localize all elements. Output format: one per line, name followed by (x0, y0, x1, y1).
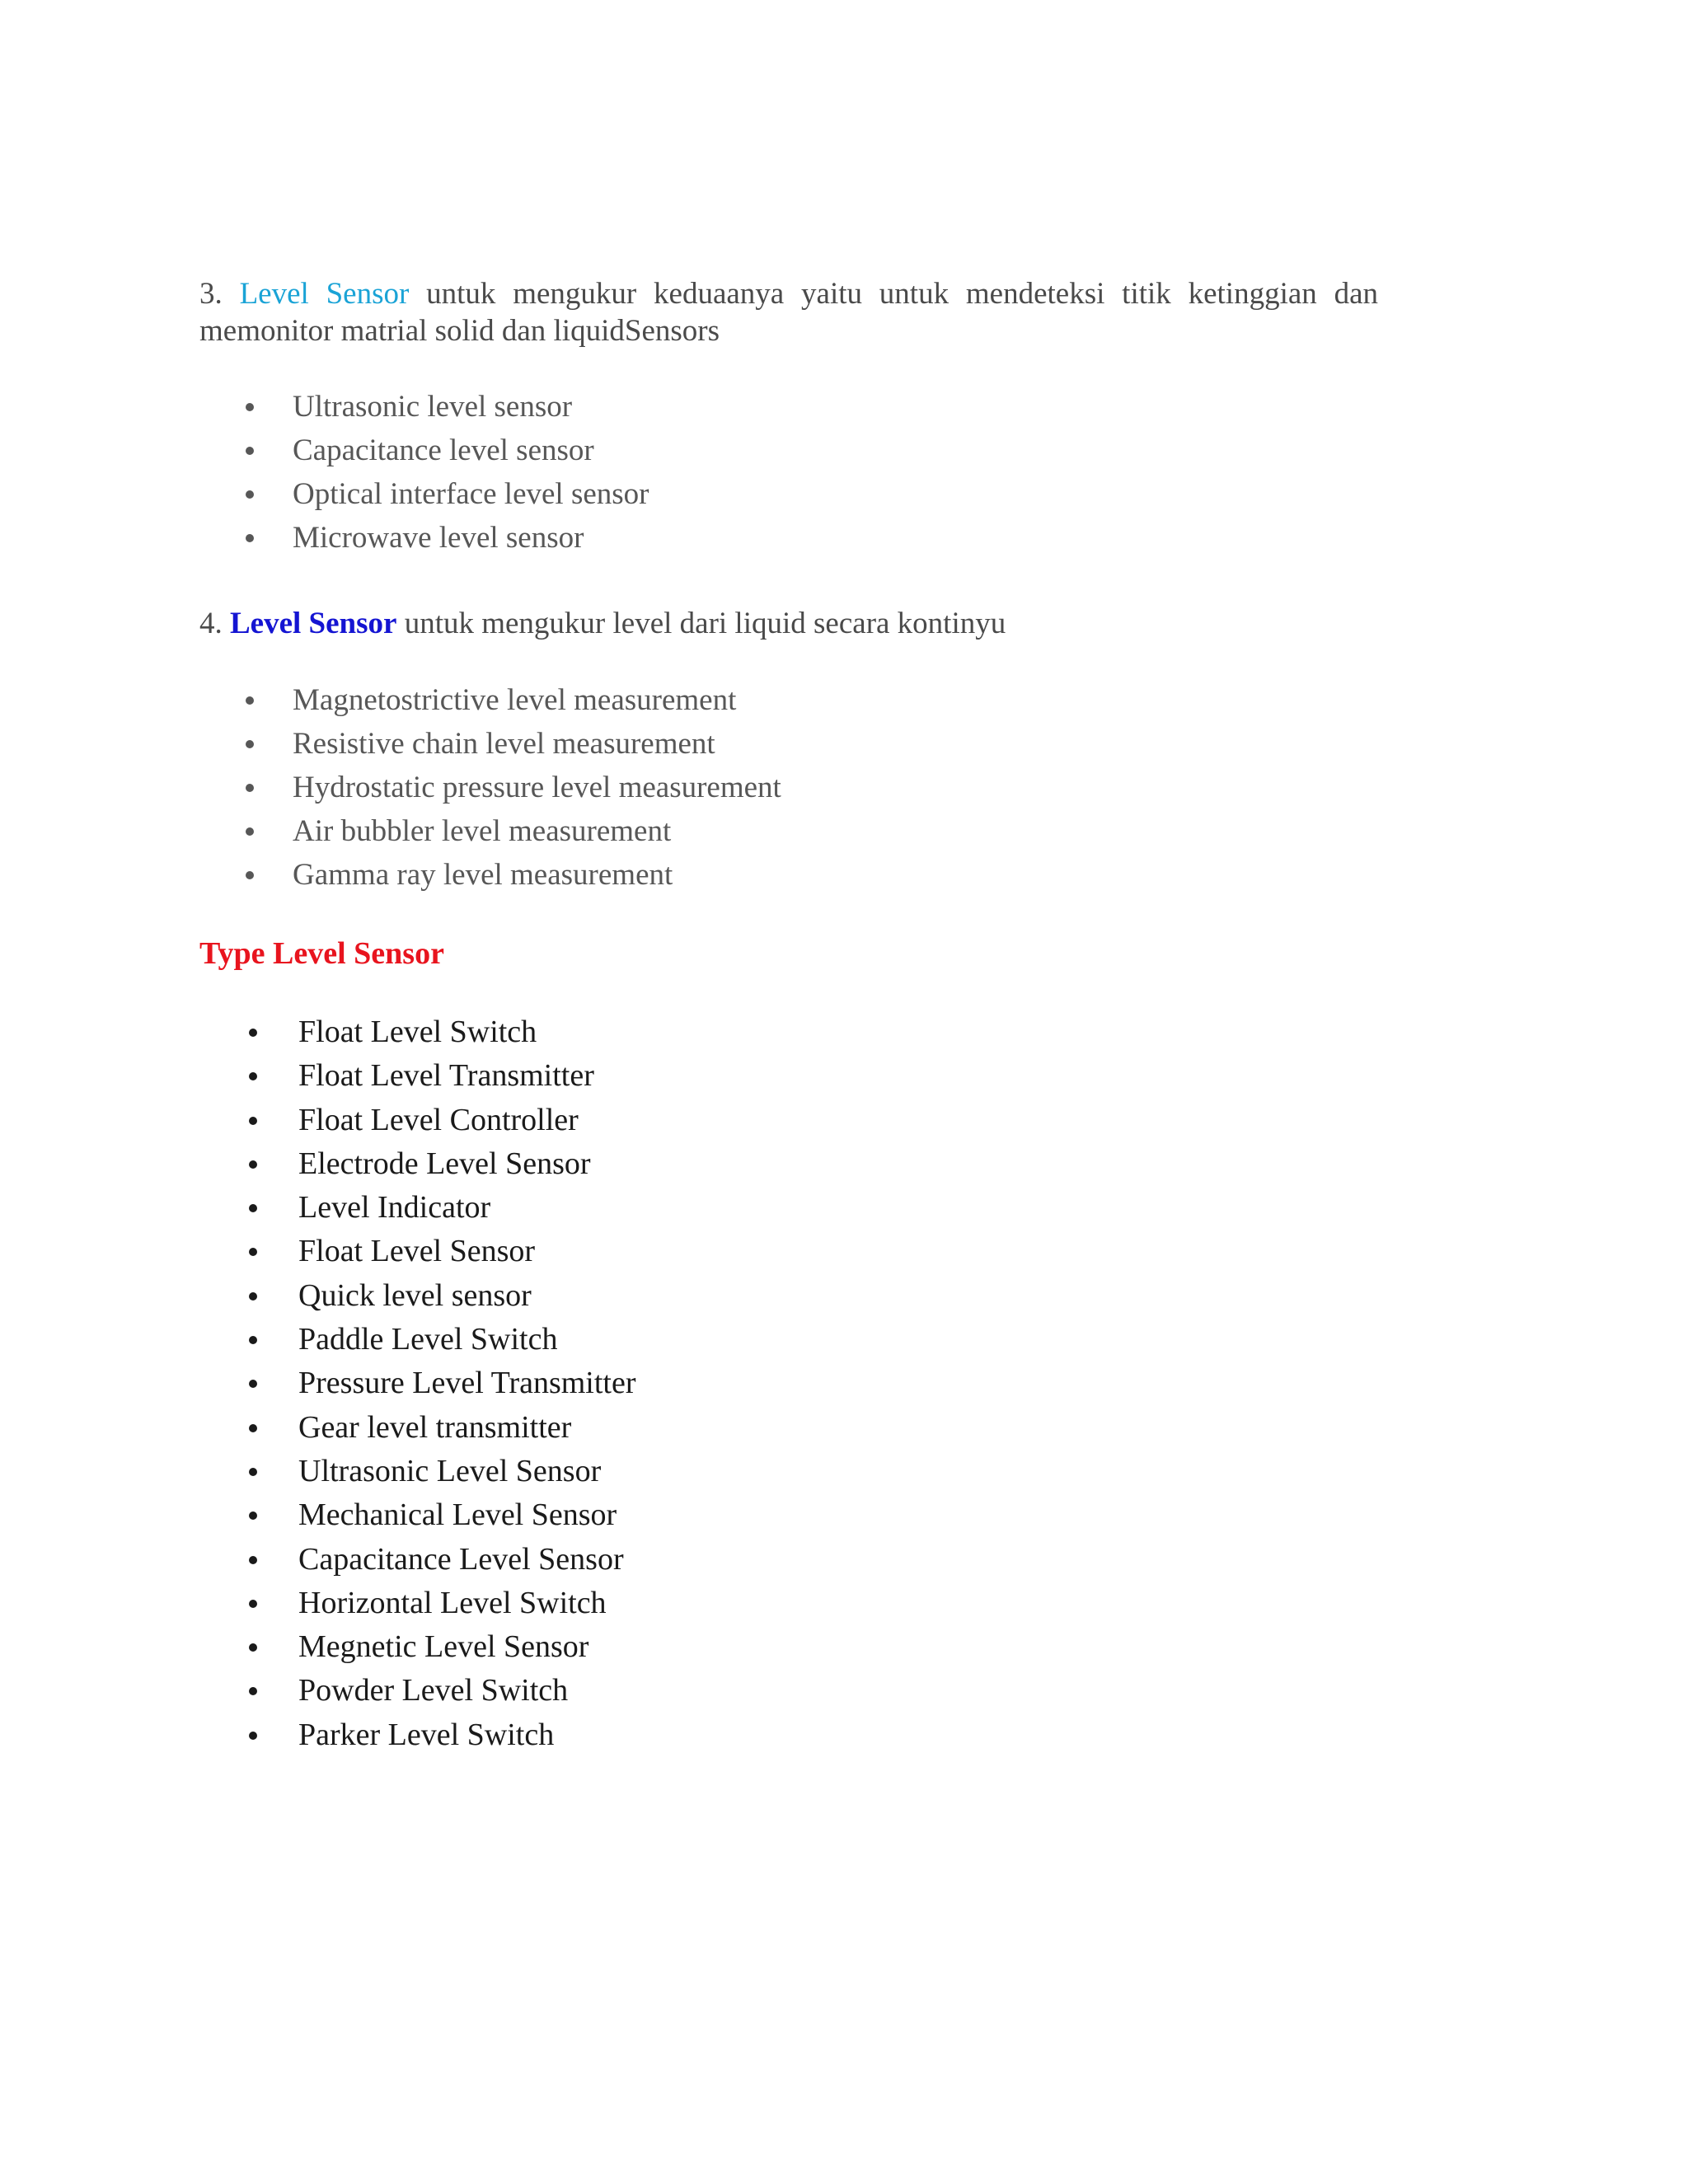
list-item: Parker Level Switch (298, 1713, 636, 1757)
bullet-icon (246, 740, 254, 748)
list-item: Quick level sensor (298, 1274, 636, 1318)
section-3-text: untuk mengukur keduaanya yaitu untuk mendeteksi titik ketinggian dan memonitor matrial solid dan liquidSensors (199, 277, 1379, 348)
bullet-icon (249, 1336, 257, 1344)
section-3-highlight: Level Sensor (239, 277, 410, 311)
bullet-icon (249, 1424, 257, 1432)
bullet-icon (249, 1029, 257, 1037)
bullet-icon (246, 696, 254, 705)
bullet-icon (249, 1643, 257, 1652)
list-item: Mechanical Level Sensor (298, 1493, 636, 1537)
list-item: Float Level Sensor (298, 1230, 636, 1273)
list-item: Gamma ray level measurement (293, 853, 781, 897)
list-item: Float Level Transmitter (298, 1054, 636, 1098)
bullet-icon (246, 871, 254, 879)
list-item: Air bubbler level measurement (293, 809, 781, 853)
list-item: Microwave level sensor (293, 516, 649, 560)
section-3-list (293, 385, 649, 560)
bullet-icon (246, 403, 254, 411)
list-item: Optical interface level sensor (293, 472, 649, 516)
section-4-list (293, 678, 781, 897)
bullet-icon (249, 1380, 257, 1388)
bullet-icon (249, 1160, 257, 1169)
list-item: Capacitance Level Sensor (298, 1538, 636, 1582)
bullet-icon (249, 1072, 257, 1080)
bullet-icon (246, 447, 254, 455)
section-4-number: 4. (199, 607, 223, 640)
list-item: Megnetic Level Sensor (298, 1625, 636, 1669)
list-item: Magnetostrictive level measurement (293, 678, 781, 722)
section-4-paragraph (199, 605, 1378, 642)
list-item: Ultrasonic level sensor (293, 385, 649, 429)
bullet-icon (249, 1117, 257, 1125)
bullet-icon (249, 1204, 257, 1212)
bullet-icon (249, 1687, 257, 1695)
bullet-icon (246, 490, 254, 499)
section-4-text: untuk mengukur level dari liquid secara kontinyu (404, 607, 1006, 640)
list-item: Powder Level Switch (298, 1669, 636, 1713)
bullet-icon (249, 1511, 257, 1520)
bullet-icon (249, 1468, 257, 1476)
section-3-number: 3. (199, 277, 223, 311)
list-item: Capacitance level sensor (293, 429, 649, 472)
section-3-paragraph (199, 275, 1378, 349)
list-item: Gear level transmitter (298, 1406, 636, 1450)
bullet-icon (249, 1248, 257, 1256)
list-item: Horizontal Level Switch (298, 1582, 636, 1625)
list-item: Float Level Controller (298, 1099, 636, 1142)
type-level-sensor-list (298, 1010, 636, 1757)
list-item: Ultrasonic Level Sensor (298, 1450, 636, 1493)
bullet-icon (249, 1732, 257, 1740)
section-4-highlight: Level Sensor (230, 607, 397, 640)
bullet-icon (246, 827, 254, 836)
list-item: Electrode Level Sensor (298, 1142, 636, 1186)
list-item: Paddle Level Switch (298, 1318, 636, 1361)
list-item: Level Indicator (298, 1186, 636, 1230)
list-item: Float Level Switch (298, 1010, 636, 1054)
type-level-sensor-heading: Type Level Sensor (199, 936, 444, 971)
bullet-icon (249, 1292, 257, 1301)
list-item: Hydrostatic pressure level measurement (293, 766, 781, 809)
bullet-icon (246, 784, 254, 792)
bullet-icon (246, 534, 254, 542)
list-item: Pressure Level Transmitter (298, 1361, 636, 1405)
bullet-icon (249, 1556, 257, 1564)
list-item: Resistive chain level measurement (293, 722, 781, 766)
bullet-icon (249, 1600, 257, 1608)
